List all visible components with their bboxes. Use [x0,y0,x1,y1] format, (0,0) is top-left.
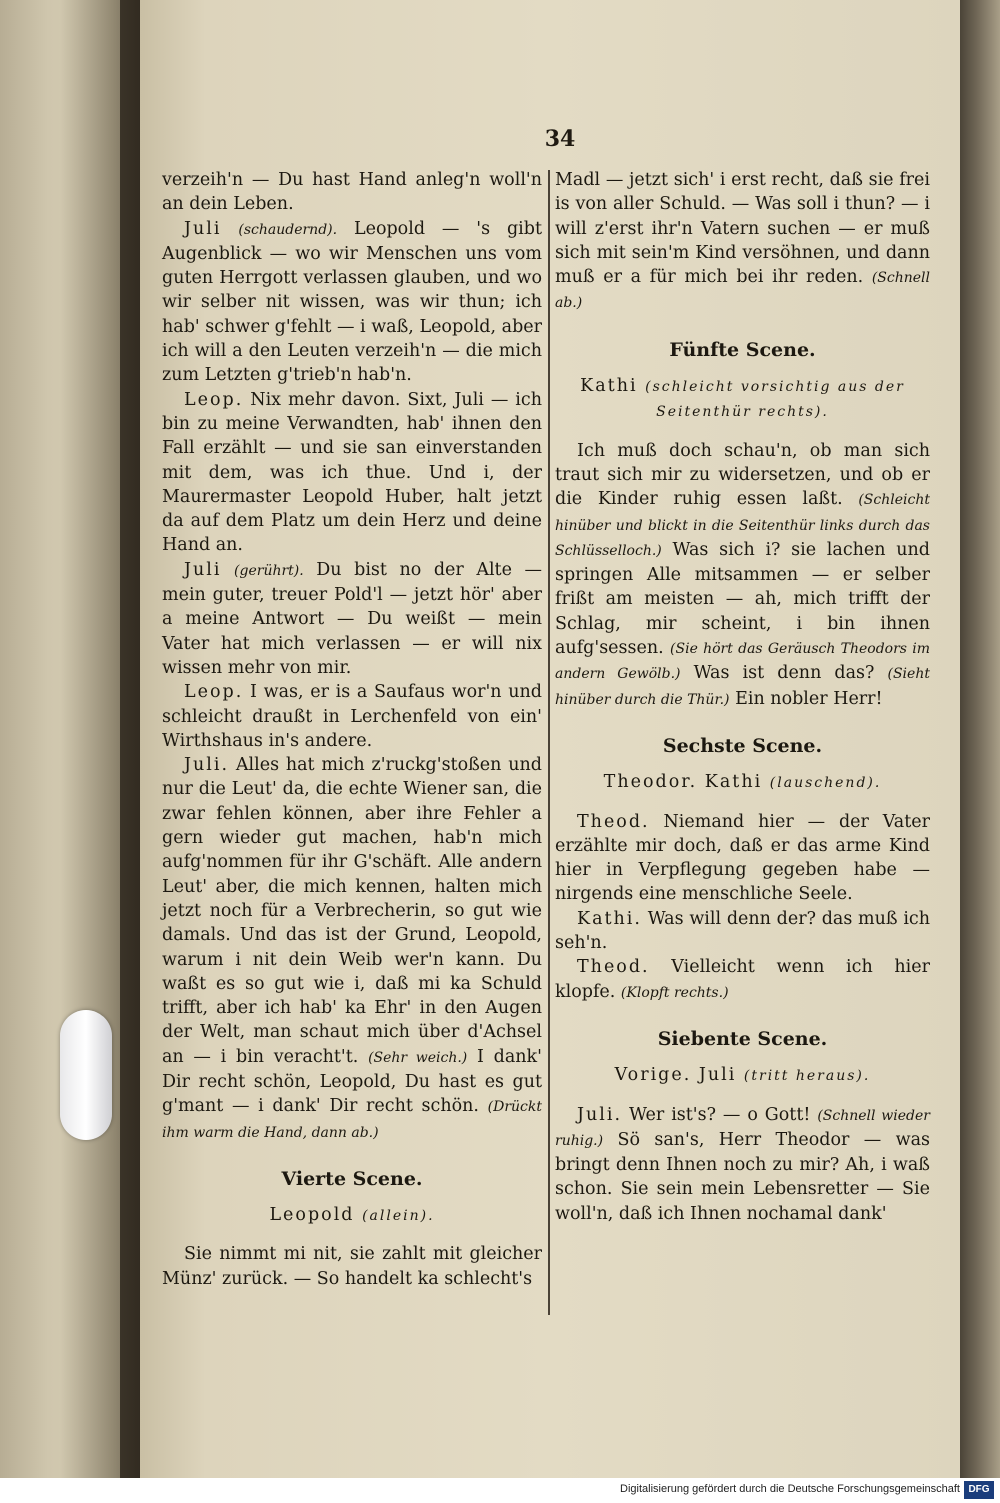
dialogue: Was ist denn das? [693,663,875,684]
dialogue: Leopold — 's gibt Augenblick — wo wir Menschen uns vom guten Herrgott verlassen glauben, und wo wir selber nit wissen, was wir thun; ich hab' schwer g'fehlt — i waß, Leopold, aber ich will a den Leuten verzeih'n — die mich zum Letzten g'trieb'n hab'n. [162,218,542,386]
paragraph [555,168,930,316]
speaker-name: Leop. [184,389,244,410]
scene-cast [555,1063,930,1088]
dialogue: Niemand hier — der Vater erzählte mir doch, daß er das arme Kind hier in Verpflegung gegeben habe — nirgends eine menschliche Seele. [555,811,930,905]
dialogue: Wer ist's? — o Gott! [628,1104,811,1125]
paragraph [555,907,930,956]
dialogue: Was will denn der? das muß ich seh'n. [555,908,930,954]
stage-direction: (schleicht vorsichtig aus der Seitenthür rechts). [645,379,905,421]
paragraph [162,753,542,1145]
cast-names: Kathi [580,376,638,397]
stage-direction: (schaudernd). [238,221,338,238]
stage-direction: (Sehr weich.) [368,1049,468,1066]
paragraph: verzeih'n — Du hast Hand anleg'n woll'n an dein Leben. [162,170,542,215]
right-column [555,168,930,1226]
dialogue: Ein nobler Herr! [735,688,883,709]
paragraph [162,217,542,388]
stage-direction: (Sieht hinüber durch die Thür.) [555,666,930,708]
page-number: 34 [544,126,576,152]
dialogue: Vielleicht wenn ich hier klopfe. [555,957,930,1002]
funding-credit: Digitalisierung gefördert durch die Deutsche Forschungsgemeinschaft [620,1483,960,1495]
dfg-logo: DFG [964,1481,994,1499]
stage-direction: (gerührt). [234,562,304,579]
speaker-name: Theod. [577,811,650,832]
stage-direction: (Schleicht hinüber und blickt in die Seitenthür links durch das Schlüsselloch.) [555,492,930,559]
paragraph [555,810,930,907]
scene-cast [555,770,930,795]
dialogue: I was, er is a Saufaus wor'n und schleicht draußt in Lerchenfeld von ein' Wirthshaus in's andere. [162,682,542,751]
paragraph [162,558,542,680]
paragraph [555,955,930,1005]
stage-direction: (lauschend). [769,775,882,792]
stage-direction: (Sie hört das Geräusch Theodors im andern Gewölb.) [555,641,930,683]
stage-direction: (Drückt ihm warm die Hand, dann ab.) [162,1099,542,1141]
dialogue: Was sich i? sie lachen und springen Alle mitsammen — er selber frißt am meisten — ah, mich trifft der Schlag, mir scheint, i bin ihnen aufg'sessen. [555,539,930,659]
stage-direction: (tritt heraus). [743,1068,871,1085]
speaker-name: Juli. [577,1104,623,1125]
scene-heading: Vierte Scene. [281,1167,423,1190]
paragraph [555,439,930,712]
paragraph [162,680,542,753]
page-clip [60,1010,112,1140]
scene-heading: Sechste Scene. [662,734,823,757]
cast-names: Vorige. Juli [614,1065,737,1086]
book-gutter [60,0,150,1478]
stage-direction: (allein). [362,1208,435,1225]
speaker-name: Kathi. [577,908,642,929]
speaker-name: Juli. [184,755,230,776]
footer-bar [0,1478,1000,1503]
speaker-name: Leop. [184,682,244,703]
stage-direction: (Schnell wieder ruhig.) [555,1107,930,1149]
scene-heading: Fünfte Scene. [669,338,816,361]
dialogue: Ich muß doch schau'n, ob man sich traut sich mir zu widersetzen, und ob er die Kinder ruhig essen laßt. [555,440,930,510]
paragraph: Sie nimmt mi nit, sie zahlt mit gleicher Münz' zurück. — So handelt ka schlecht's [162,1244,542,1289]
dialogue: Nix mehr davon. Sixt, Juli — ich bin zu meine Verwandten, hab' ihnen den Fall erzählt — und sie san einverstanden mit dem, was ich thue. Und i, der Maurermaster Leopold Huber, halt jetzt da auf dem Platz um dein Herz und deine Hand an. [162,389,542,556]
dialogue: Madl — jetzt sich' i erst recht, daß sie frei is von aller Schuld. — Was soll i thun? — i will z'erst ihr'n Vatern suchen — er muß sich mit sein'm Kind versöhnen, und dann muß er a für mich bei ihr reden. [555,170,930,288]
dialogue: Du bist no der Alte — mein guter, treuer Pold'l — jetzt hör' aber a meine Antwort — Du weißt — mein Vater hat mich verlassen — er will nix wissen mehr von mir. [162,559,542,678]
dialogue: Alles hat mich z'ruckg'stoßen und nur die Leut' da, die echte Wiener san, die zwar fehlen können, aber ihre Fehler a gern wieder gut machen, hab'n mich aufg'nommen für ihr G'schäft. Alle andern Leut' aber, die mich kennen, halten mich jetzt noch für a Verbrecherin, so gut wie damals. Und das ist der Grund, Leopold, warum i nit dein Weib wer'n kann. Du waßt es so gut wie i, daß mi ka Schuld trifft, aber ich hab' ka Ehr' in den Augen der Welt, man schaut mich über d'Achsel an — i bin veracht't. [162,755,542,1067]
paragraph [162,388,542,558]
left-column [162,168,542,1291]
paragraph [555,1103,930,1226]
scene-heading: Siebente Scene. [657,1027,828,1050]
stage-direction: (Klopft rechts.) [620,984,729,1001]
scene-cast [555,374,930,425]
stage-direction: (Schnell ab.) [555,270,930,312]
speaker-name: Juli [184,559,222,580]
speaker-name: Theod. [577,957,650,978]
next-page-edge [960,0,1000,1478]
cast-names: Theodor. Kathi [603,772,763,793]
cast-names: Leopold [269,1205,355,1226]
column-divider [548,170,550,1315]
dialogue: I dank' Dir recht schön, Leopold, Du hast es gut g'mant — i dank' Dir recht schön. [162,1046,542,1117]
speaker-name: Juli [184,218,222,239]
dialogue: Sö san's, Herr Theodor — was bringt denn Ihnen noch zu mir? Ah, i waß schon. Sie sein mein Lebensretter — Sie woll'n, daß ich Ihnen nochamal dank' [555,1129,930,1224]
scene-cast [162,1203,542,1228]
